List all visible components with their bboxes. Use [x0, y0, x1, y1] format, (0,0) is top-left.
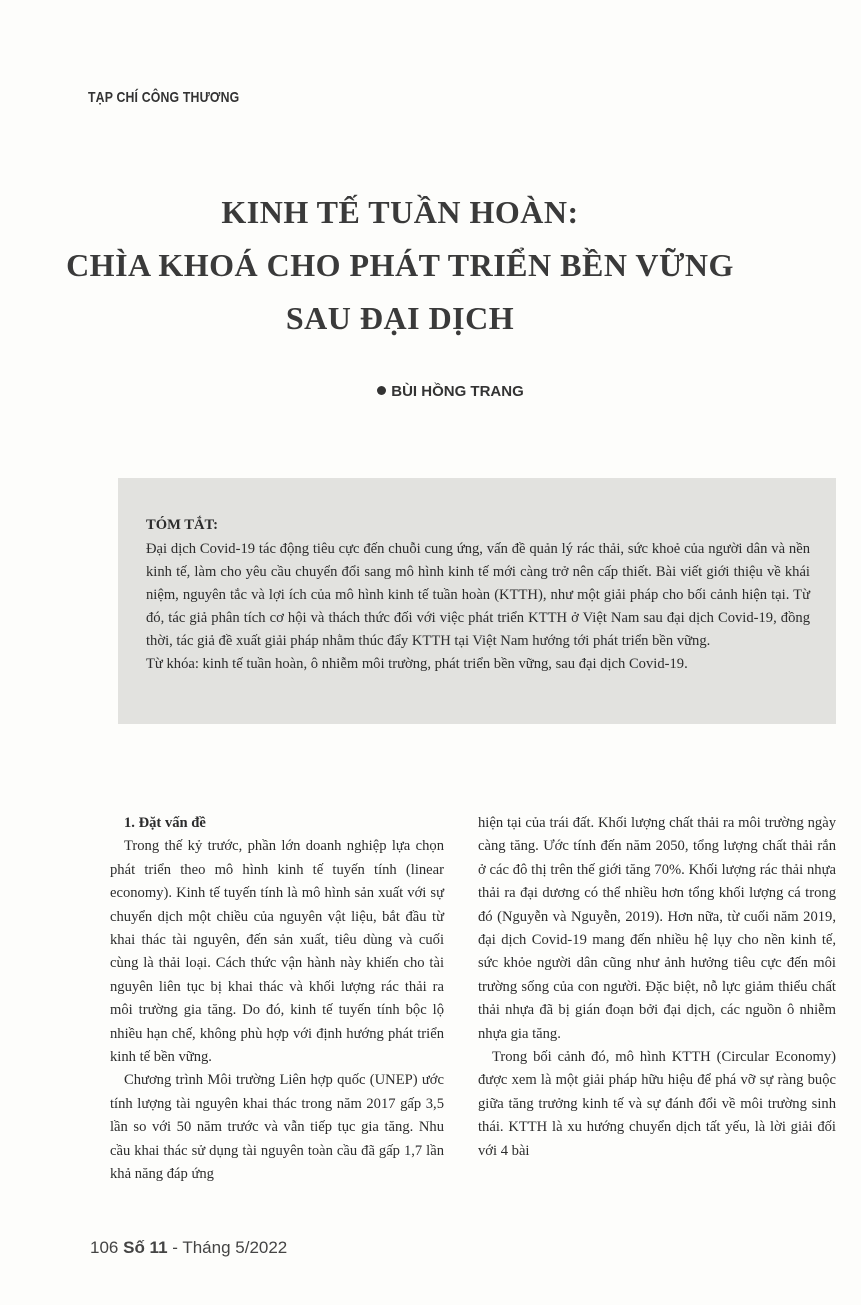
right-column — [478, 812, 836, 1163]
abstract-keywords: Từ khóa: kinh tế tuần hoàn, ô nhiễm môi trường, phát triển bền vững, sau đại dịch Covid-19. — [146, 656, 688, 672]
abstract-box — [118, 478, 836, 724]
paragraph: Trong bối cảnh đó, mô hình KTTH (Circular Economy) được xem là một giải pháp hữu hiệu để phá vỡ sự ràng buộc giữa tăng trưởng kinh tế và sự đánh đổi về môi trường sinh thái. KTTH là xu hướng chuyển dịch tất yếu, là lời giải đối với 4 bài — [478, 1049, 836, 1159]
page-footer — [90, 1238, 287, 1258]
issue-label: Số 11 — [123, 1238, 168, 1257]
abstract-body: Đại dịch Covid-19 tác động tiêu cực đến chuỗi cung ứng, vấn đề quản lý rác thải, sức khoẻ của người dân và nền kinh tế, làm cho yêu cầu chuyển đổi sang mô hình kinh tế mới càng trở nên cấp thiết. Bài viết giới thiệu về khái niệm, nguyên tắc và lợi ích của mô hình kinh tế tuần hoàn (KTTH), như một giải pháp cho bối cảnh hiện tại. Từ đó, tác giả phân tích cơ hội và thách thức đối với việc phát triển KTTH ở Việt Nam sau đại dịch Covid-19, đồng thời, tác giả đề xuất giải pháp nhằm thúc đẩy KTTH tại Việt Nam hướng tới phát triển bền vững. — [146, 541, 810, 649]
bullet-icon — [377, 386, 386, 395]
author-name: BÙI HỒNG TRANG — [391, 383, 524, 400]
page-number: 106 — [90, 1238, 119, 1257]
left-column — [110, 812, 444, 1187]
author-line — [0, 383, 861, 400]
title-line-2: CHÌA KHOÁ CHO PHÁT TRIỂN BỀN VỮNG — [66, 247, 734, 283]
journal-name: TẠP CHÍ CÔNG THƯƠNG — [88, 89, 240, 106]
paragraph: hiện tại của trái đất. Khối lượng chất thải ra môi trường ngày càng tăng. Ước tính đến năm 2050, tổng lượng chất thải rắn ở các đô thị trên thế giới tăng 70%. Khối lượng rác thải nhựa thải ra đại dương có thể nhiều hơn tổng khối lượng cá trong đó (Nguyễn và Nguyễn, 2019). Hơn nữa, từ cuối năm 2019, đại dịch Covid-19 mang đến nhiều hệ lụy cho nền kinh tế, sức khỏe người dân cũng như ảnh hưởng tiêu cực đến môi trường sống của con người. Đặc biệt, nỗ lực giảm thiểu chất thải nhựa đã bị gián đoạn bởi đại dịch, các nguồn ô nhiễm nhựa gia tăng. — [478, 815, 836, 1042]
paragraph: Chương trình Môi trường Liên hợp quốc (UNEP) ước tính lượng tài nguyên khai thác trong năm 2017 gấp 3,5 lần so với 50 năm trước và vẫn tiếp tục gia tăng. Nhu cầu khai thác sử dụng tài nguyên toàn cầu đã gấp 1,7 lần khả năng đáp ứng — [110, 1072, 444, 1183]
abstract-heading: TÓM TẮT: — [146, 517, 219, 533]
section-heading: 1. Đặt vấn đề — [124, 815, 206, 831]
title-line-1: KINH TẾ TUẦN HOÀN: — [221, 194, 579, 230]
issue-date: - Tháng 5/2022 — [172, 1238, 288, 1257]
paragraph: Trong thế kỷ trước, phần lớn doanh nghiệp lựa chọn phát triển theo mô hình kinh tế tuyến tính (linear economy). Kinh tế tuyến tính là mô hình sản xuất với sự chuyển dịch một chiều của nguyên vật liệu, bắt đầu từ khai thác tài nguyên, đến sản xuất, tiêu dùng và cuối cùng là thải loại. Cách thức vận hành này khiến cho tài nguyên liên tục bị khai thác và khối lượng rác thải ra môi trường gia tăng. Do đó, kinh tế tuyến tính bộc lộ nhiều hạn chế, không phù hợp với định hướng phát triển kinh tế bền vững. — [110, 838, 444, 1066]
article-title — [60, 186, 740, 345]
title-line-3: SAU ĐẠI DỊCH — [285, 300, 515, 336]
